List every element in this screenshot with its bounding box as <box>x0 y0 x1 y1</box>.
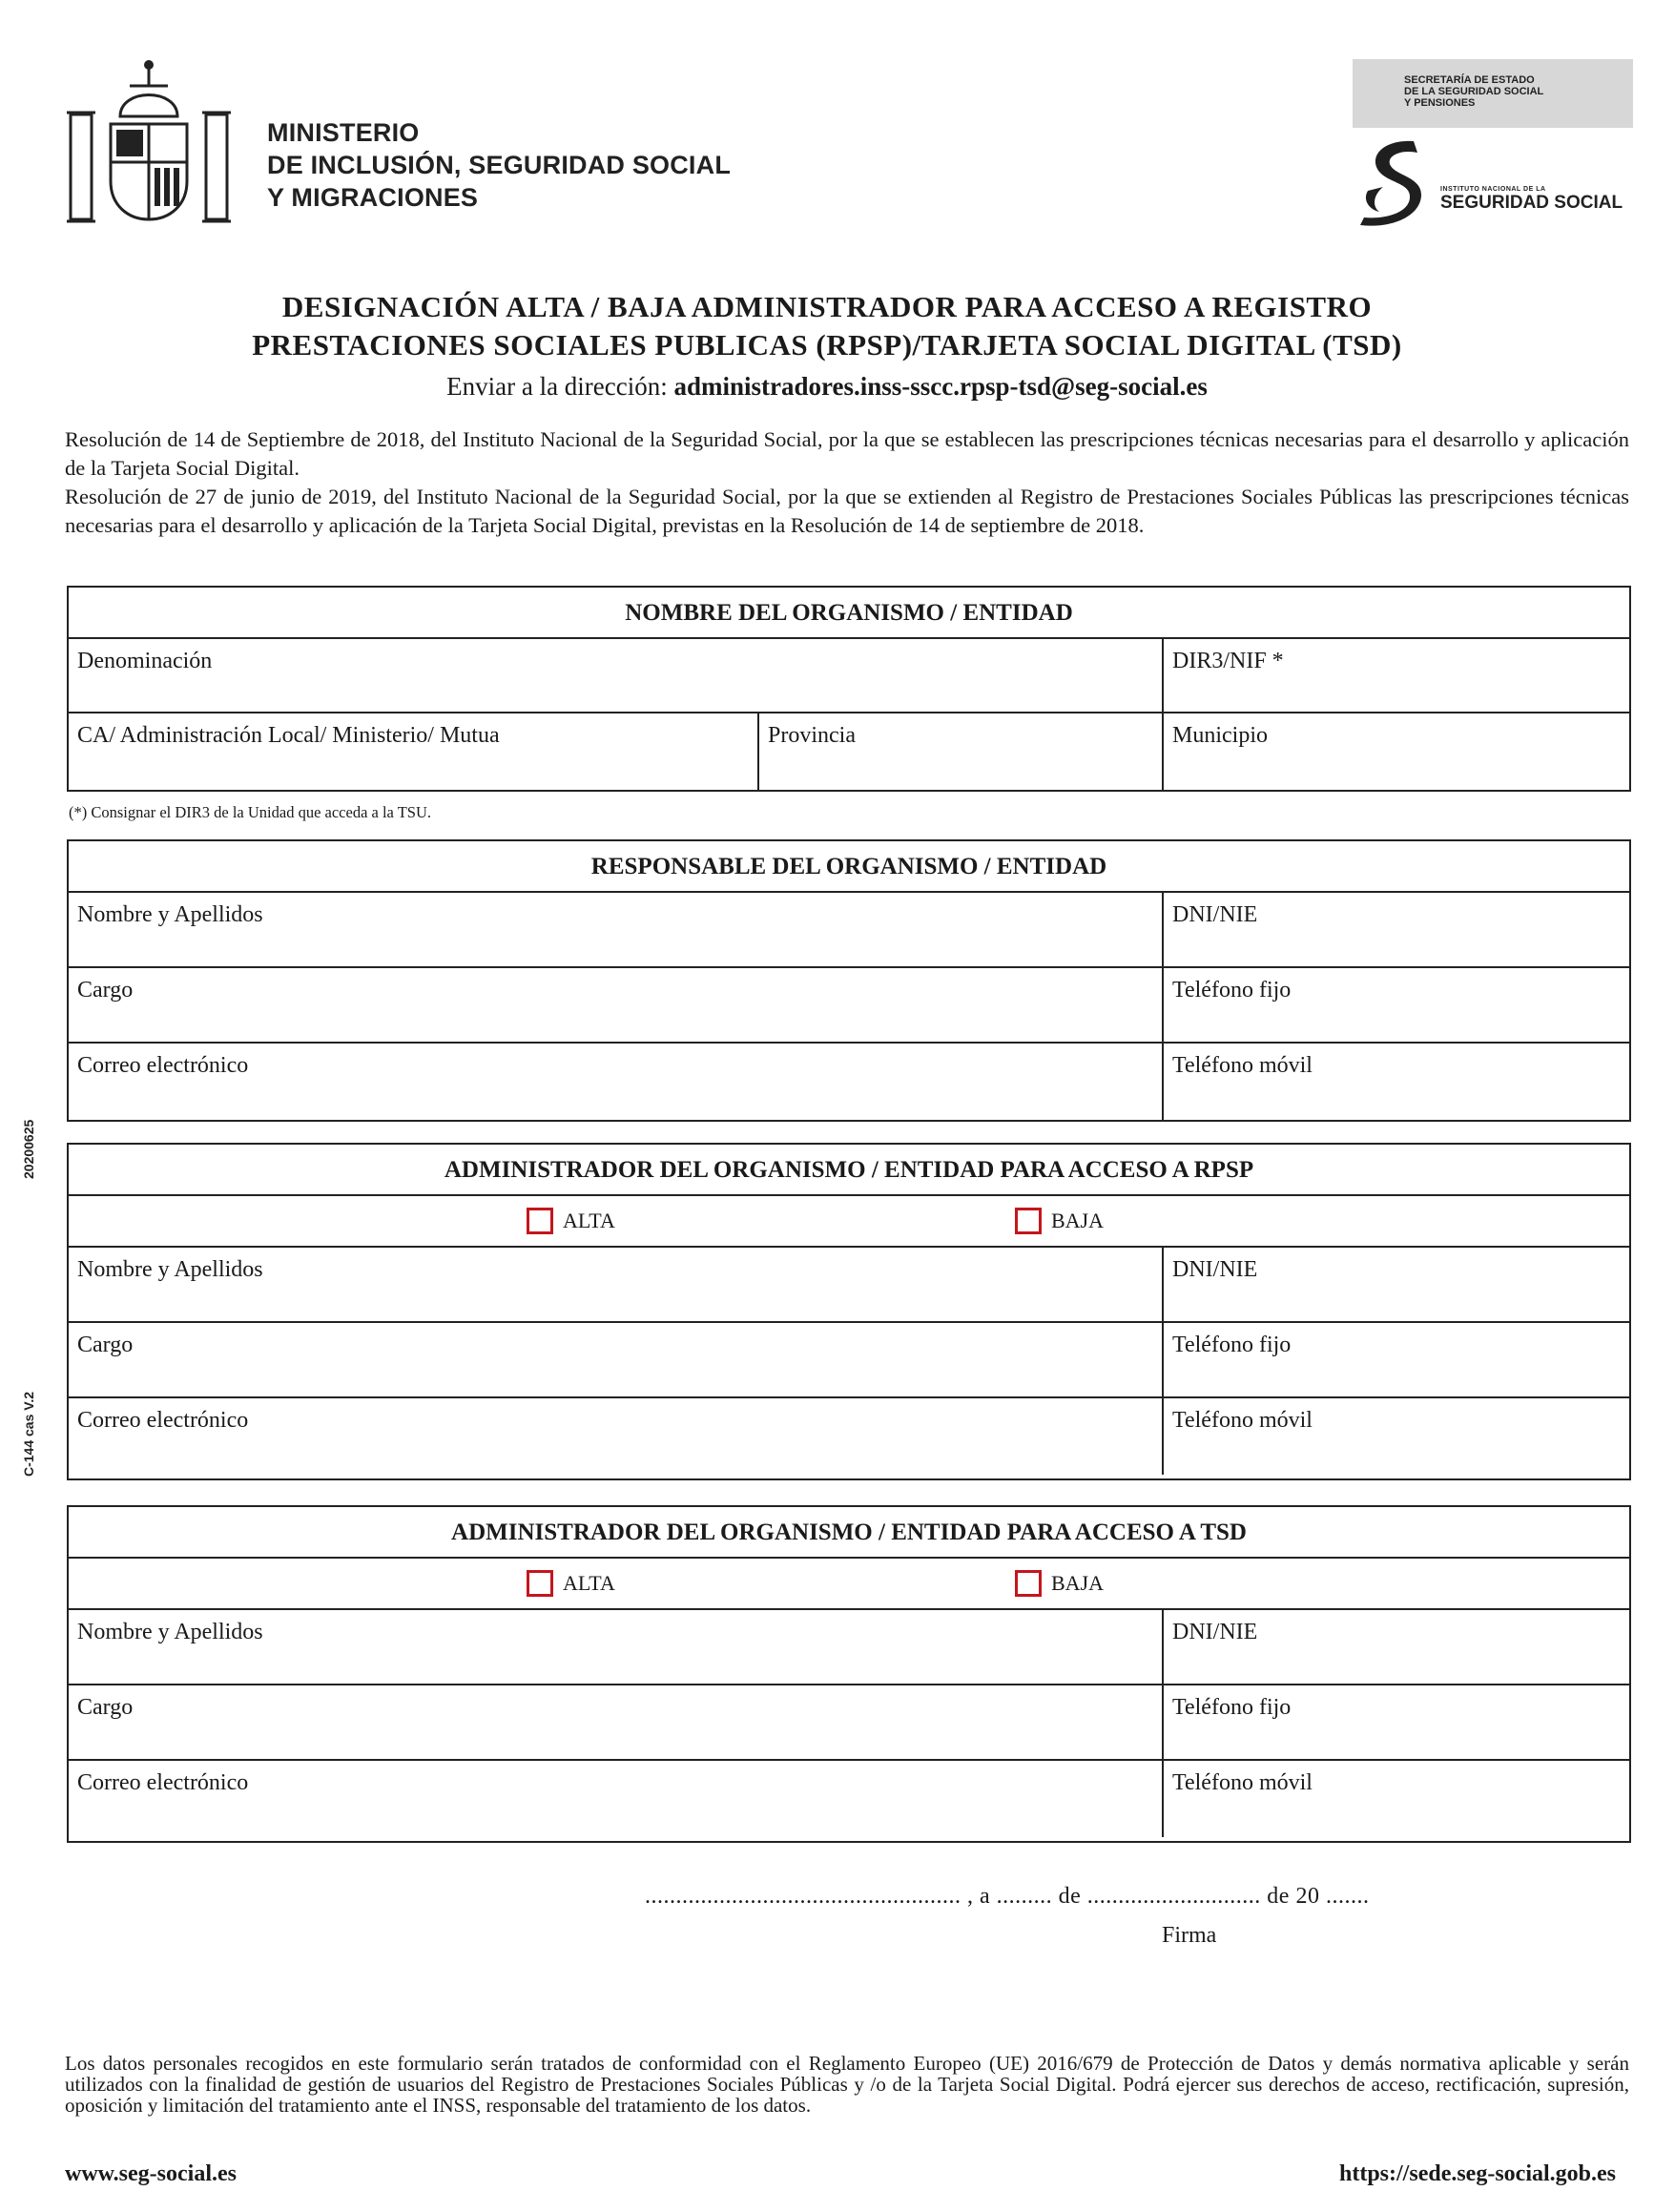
cargo-field[interactable] <box>69 1323 1162 1396</box>
telefono-movil-field[interactable] <box>1162 1398 1629 1475</box>
admin-rpsp-heading: ADMINISTRADOR DEL ORGANISMO / ENTIDAD PARA ACCESO A RPSP <box>69 1145 1629 1196</box>
ministry-name <box>267 116 731 214</box>
correo-field[interactable] <box>69 1761 1162 1837</box>
table-row <box>69 893 1629 968</box>
ministry-line: MINISTERIO <box>267 118 420 147</box>
table-row <box>69 1610 1629 1685</box>
side-date-code: 20200625 <box>21 1119 36 1179</box>
baja-label: BAJA <box>1051 1209 1105 1232</box>
nombre-field[interactable] <box>69 893 1162 966</box>
inss-big-label: SEGURIDAD SOCIAL <box>1440 193 1623 213</box>
table-row <box>69 1248 1629 1323</box>
alta-checkbox[interactable] <box>527 1208 553 1234</box>
field-label: Correo electrónico <box>77 1770 249 1795</box>
intro-paragraph: Resolución de 14 de Septiembre de 2018, del Instituto Nacional de la Seguridad Social, por la que se establecen las prescripciones técnicas necesarias para el desarrollo y aplicación de la Tarjeta Social Digital. <box>65 427 1629 480</box>
website-link[interactable]: www.seg-social.es <box>65 2161 237 2186</box>
admin-tsd-table <box>67 1505 1631 1843</box>
telefono-movil-field[interactable] <box>1162 1761 1629 1837</box>
table-row <box>69 1398 1629 1475</box>
field-label: Nombre y Apellidos <box>77 1620 263 1644</box>
field-label: DNI/NIE <box>1172 1257 1258 1282</box>
organismo-heading: NOMBRE DEL ORGANISMO / ENTIDAD <box>69 588 1629 639</box>
dni-field[interactable] <box>1162 1248 1629 1321</box>
field-label: Teléfono móvil <box>1172 1408 1313 1433</box>
seguridad-social-logo-icon <box>1354 134 1431 229</box>
field-label: Teléfono móvil <box>1172 1770 1313 1795</box>
field-label: Cargo <box>77 1333 134 1357</box>
table-row <box>69 1323 1629 1398</box>
alta-option[interactable] <box>527 1208 615 1234</box>
intro-paragraph: Resolución de 27 de junio de 2019, del Instituto Nacional de la Seguridad Social, por la que se extienden al Registro de Prestaciones Sociales Públicas las prescripciones técnicas necesarias para el desarrollo y aplicación de la Tarjeta Social Digital, previstas en la Resolución de 14 de septiembre de 2018. <box>65 485 1629 537</box>
baja-checkbox[interactable] <box>1015 1570 1042 1597</box>
title-line: DESIGNACIÓN ALTA / BAJA ADMINISTRADOR PARA ACCESO A REGISTRO <box>281 290 1373 323</box>
alta-baja-row <box>69 1559 1629 1610</box>
cargo-field[interactable] <box>69 1685 1162 1759</box>
field-label: Correo electrónico <box>77 1053 249 1078</box>
inss-small-label: INSTITUTO NACIONAL DE LA <box>1440 186 1546 193</box>
coat-of-arms-icon <box>63 57 235 229</box>
correo-field[interactable] <box>69 1398 1162 1475</box>
signature-label: Firma <box>1162 1923 1217 1948</box>
nombre-field[interactable] <box>69 1248 1162 1321</box>
field-label: Correo electrónico <box>77 1408 249 1433</box>
municipio-field[interactable] <box>1162 713 1629 790</box>
field-label: CA/ Administración Local/ Ministerio/ Mutua <box>77 723 500 748</box>
field-label: Cargo <box>77 1695 134 1720</box>
secretaria-label <box>1353 59 1633 128</box>
ca-field[interactable] <box>69 713 757 790</box>
admin-tsd-heading: ADMINISTRADOR DEL ORGANISMO / ENTIDAD PARA ACCESO A TSD <box>69 1507 1629 1559</box>
baja-checkbox[interactable] <box>1015 1208 1042 1234</box>
sede-link[interactable]: https://sede.seg-social.gob.es <box>1339 2161 1616 2186</box>
dni-field[interactable] <box>1162 893 1629 966</box>
send-email-link[interactable]: administradores.inss-sscc.rpsp-tsd@seg-social.es <box>673 372 1208 401</box>
send-label: Enviar a la dirección: <box>446 372 674 401</box>
field-label: DNI/NIE <box>1172 902 1258 927</box>
dir3-footnote: (*) Consignar el DIR3 de la Unidad que acceda a la TSU. <box>69 803 431 821</box>
denominacion-field[interactable] <box>69 639 1162 712</box>
alta-baja-row <box>69 1196 1629 1248</box>
field-label: Teléfono fijo <box>1172 1333 1292 1357</box>
responsable-table <box>67 839 1631 1122</box>
privacy-paragraph: Los datos personales recogidos en este formulario serán tratados de conformidad con el Reglamento Europeo (UE) 2016/679 de Protección de Datos y demás normativa aplicable y serán utilizados con la finalidad de gestión de usuarios del Registro de Prestaciones Sociales Públicas y /o de la Tarjeta Social Digital. Podrá ejercer sus derechos de acceso, rectificación, supresión, oposición y limitación del tratamiento ante el INSS, responsable del tratamiento de los datos. <box>65 2052 1629 2117</box>
page-title <box>0 288 1654 364</box>
secretaria-line: DE LA SEGURIDAD SOCIAL <box>1404 86 1544 97</box>
table-row <box>69 1044 1629 1120</box>
alta-option[interactable] <box>527 1570 615 1597</box>
field-label: Teléfono fijo <box>1172 1695 1292 1720</box>
organismo-table <box>67 586 1631 792</box>
telefono-movil-field[interactable] <box>1162 1044 1629 1120</box>
field-label: Cargo <box>77 978 134 1003</box>
secretaria-line: Y PENSIONES <box>1404 97 1476 109</box>
field-label: Municipio <box>1172 723 1268 748</box>
provincia-field[interactable] <box>757 713 1162 790</box>
telefono-fijo-field[interactable] <box>1162 1685 1629 1759</box>
send-address <box>0 370 1654 403</box>
nombre-field[interactable] <box>69 1610 1162 1684</box>
table-row <box>69 713 1629 790</box>
telefono-fijo-field[interactable] <box>1162 1323 1629 1396</box>
telefono-fijo-field[interactable] <box>1162 968 1629 1042</box>
field-label: DNI/NIE <box>1172 1620 1258 1644</box>
ministry-line: Y MIGRACIONES <box>267 183 479 212</box>
secretaria-line: SECRETARÍA DE ESTADO <box>1404 74 1535 86</box>
field-label: Teléfono fijo <box>1172 978 1292 1003</box>
baja-option[interactable] <box>1015 1570 1104 1597</box>
alta-label: ALTA <box>563 1209 615 1232</box>
field-label: Provincia <box>768 723 856 748</box>
date-line[interactable]: ................................................... , a ......... de ............................ de 20 ....... <box>645 1884 1370 1909</box>
table-row <box>69 639 1629 713</box>
intro-text <box>65 425 1629 540</box>
field-label: Teléfono móvil <box>1172 1053 1313 1078</box>
table-row <box>69 968 1629 1044</box>
cargo-field[interactable] <box>69 968 1162 1042</box>
dni-field[interactable] <box>1162 1610 1629 1684</box>
inss-name <box>1440 185 1623 213</box>
dir3-field[interactable] <box>1162 639 1629 712</box>
baja-label: BAJA <box>1051 1571 1105 1595</box>
baja-option[interactable] <box>1015 1208 1104 1234</box>
admin-rpsp-table <box>67 1143 1631 1480</box>
alta-label: ALTA <box>563 1571 615 1595</box>
table-row <box>69 1685 1629 1761</box>
title-line: PRESTACIONES SOCIALES PUBLICAS (RPSP)/TARJETA SOCIAL DIGITAL (TSD) <box>252 328 1402 362</box>
privacy-notice <box>65 2053 1629 2116</box>
table-row <box>69 1761 1629 1837</box>
alta-checkbox[interactable] <box>527 1570 553 1597</box>
side-form-code: C-144 cas V.2 <box>21 1392 36 1477</box>
field-label: Nombre y Apellidos <box>77 1257 263 1282</box>
field-label: Denominación <box>77 649 213 673</box>
correo-field[interactable] <box>69 1044 1162 1120</box>
responsable-heading: RESPONSABLE DEL ORGANISMO / ENTIDAD <box>69 841 1629 893</box>
ministry-line: DE INCLUSIÓN, SEGURIDAD SOCIAL <box>267 151 732 179</box>
field-label: DIR3/NIF * <box>1172 649 1284 673</box>
field-label: Nombre y Apellidos <box>77 902 263 927</box>
